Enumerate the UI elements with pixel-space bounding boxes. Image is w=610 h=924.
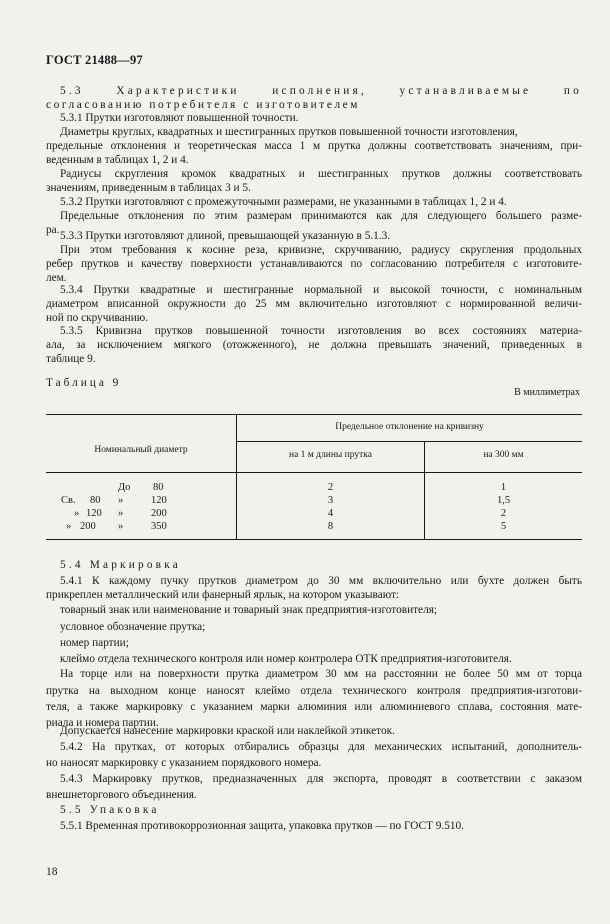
table-cell: 2 — [500, 508, 507, 519]
table-cell: 1,5 — [496, 495, 511, 506]
paragraph-line: Радиусы скругления кромок квадратных и шестигранных прутков должны соответствовать — [60, 168, 582, 180]
paragraph-line: предельные отклонения и теоретическая масса 1 м прутка должны соответствовать значениям, при- — [46, 140, 582, 152]
paragraph-line: Предельные отклонения по этим размерам принимаются как для следующего большего разме- — [60, 210, 582, 222]
table-border-bottom — [46, 539, 582, 540]
paragraph-line: 5.4.2 На прутках, от которых отбирались образцы для механических испытаний, дополнитель- — [60, 741, 582, 753]
paragraph-line: 5.3.5 Кривизна прутков повышенной точности изготовления во всех состояниях материа- — [60, 325, 582, 337]
table-cell: 2 — [327, 482, 334, 493]
paragraph-line: 5.3.4 Прутки квадратные и шестигранные нормальной и высокой точности, с номинальным — [60, 284, 582, 296]
table-cell: До — [118, 482, 131, 493]
table-9 — [46, 414, 582, 540]
paragraph-line: прикреплен металлический или фанерный ярлык, на котором указывают: — [46, 589, 400, 601]
paragraph-line: Диаметры круглых, квадратных и шестигранных прутков повышенной точности изготовления, — [60, 126, 518, 138]
table-cell: 80 — [90, 495, 101, 506]
table-cell: 350 — [151, 521, 167, 532]
paragraph-line: ра. — [46, 224, 60, 236]
paragraph-line: таблице 9. — [46, 353, 96, 365]
col-per-meter: на 1 м длины прутка — [289, 450, 372, 460]
paragraph-line: номер партии; — [60, 637, 129, 649]
paragraph-line: 5.4.3 Маркировку прутков, предназначенных для экспорта, проводят в соответствии с заказом — [60, 773, 582, 785]
table-cell: 120 — [86, 508, 102, 519]
table-cell: » — [66, 521, 72, 532]
paragraph-line: условное обозначение прутка; — [60, 621, 206, 633]
table-cell: Св. — [61, 495, 76, 506]
table-header-divider — [46, 472, 582, 473]
table-cell: » — [118, 508, 124, 519]
page-number: 18 — [46, 866, 58, 878]
paragraph-line: При этом требования к косине реза, кривизне, скручиванию, радиусу скругления продольных — [60, 244, 582, 256]
paragraph-line: клеймо отдела технического контроля или номер контролера ОТК предприятия-изготовителя. — [60, 653, 512, 665]
table-cell: 120 — [151, 495, 167, 506]
table-cell: 5 — [500, 521, 507, 532]
paragraph-line: риала и номера партии. — [46, 717, 159, 729]
table-border-top — [46, 414, 582, 415]
table-cell: 3 — [327, 495, 334, 506]
table-cell: 200 — [151, 508, 167, 519]
table-cell: » — [74, 508, 80, 519]
table-cell: 1 — [500, 482, 507, 493]
table-cell: 200 — [80, 521, 96, 532]
paragraph-line: теля, а также маркировку с указанием марки алюминия или алюминиевого сплава, состояния мате- — [46, 701, 582, 713]
paragraph-line: 5.3.2 Прутки изготовляют с промежуточными размерами, не указанными в таблицах 1, 2 и 4. — [60, 196, 507, 208]
paragraph-line: 5.5.1 Временная противокоррозионная защита, упаковка прутков — по ГОСТ 9.510. — [60, 820, 465, 832]
table-cell: » — [118, 521, 124, 532]
paragraph-line: внешнеторгового объединения. — [46, 789, 197, 801]
table-cell: » — [118, 495, 124, 506]
col-deviation: Предельное отклонение на кривизну — [335, 422, 484, 432]
paragraph-line: 5.3.1 Прутки изготовляют повышенной точности. — [60, 112, 299, 124]
paragraph-line: ала, за исключением мягкого (отожженного), не должна превышать значений, приведенных в — [46, 339, 582, 351]
paragraph-line: но наносят маркировку с указанием порядкового номера. — [46, 757, 322, 769]
section-heading: 5.4 Маркировка — [60, 559, 181, 571]
table-unit: В миллиметрах — [514, 387, 580, 398]
table-cell: 80 — [153, 482, 164, 493]
table-subheader-divider — [236, 441, 582, 442]
col-nominal-diameter: Номинальный диаметр — [94, 445, 188, 455]
section-heading-cont: согласованию потребителя с изготовителем — [46, 99, 361, 111]
paragraph-line: веденным в таблицах 1, 2 и 4. — [46, 154, 189, 166]
paragraph-line: ной по скручиванию. — [46, 312, 149, 324]
paragraph-line: На торце или на поверхности прутка диаметром 30 мм на расстоянии не более 50 мм от торца — [60, 668, 582, 680]
paragraph-line: лем. — [46, 272, 67, 284]
section-heading: 5.3 Характеристики исполнения, устанавливаемые по — [60, 85, 582, 97]
paragraph-line: товарный знак или наименование и товарный знак предприятия-изготовителя; — [60, 604, 438, 616]
paragraph-line: Допускается нанесение маркировки краской или наклейкой этикеток. — [60, 725, 395, 737]
paragraph-line: прутка на выходном конце наносят клеймо отдела технического контроля предприятия-изготови- — [46, 685, 582, 697]
paragraph-line: 5.4.1 К каждому пучку прутков диаметром до 30 мм включительно или бухте должен быть — [60, 575, 582, 587]
document-header: ГОСТ 21488—97 — [46, 53, 143, 67]
paragraph-line: значениям, приведенным в таблицах 3 и 5. — [46, 182, 251, 194]
table-cell: 8 — [327, 521, 334, 532]
paragraph-line: ребер прутков и качеству поверхности устанавливаются по согласованию потребителя с изготовите- — [46, 258, 582, 270]
paragraph-line: 5.3.3 Прутки изготовляют длиной, превышающей указанную в 5.1.3. — [60, 230, 391, 242]
table-title: Таблица 9 — [46, 377, 122, 389]
paragraph-line: диаметром вписанной окружности до 25 мм включительно изготовляют с нормированной величи- — [46, 298, 582, 310]
col-300mm: на 300 мм — [483, 450, 524, 460]
section-heading: 5.5 Упаковка — [60, 804, 160, 816]
table-cell: 4 — [327, 508, 334, 519]
